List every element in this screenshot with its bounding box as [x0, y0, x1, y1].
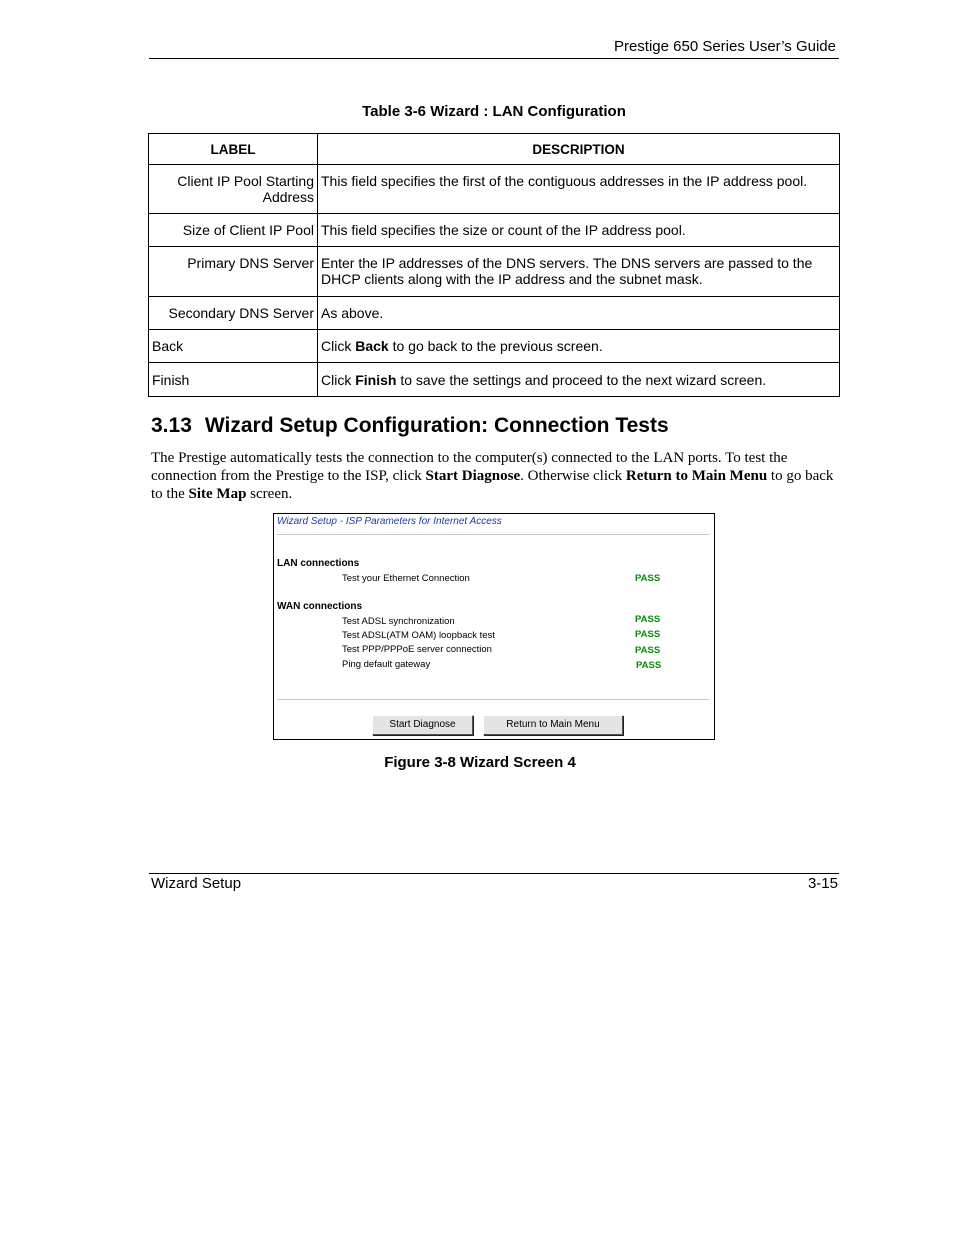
running-header: Prestige 650 Series User’s Guide — [613, 38, 836, 55]
row-label: Finish — [149, 363, 318, 397]
para-text: to go back to the — [151, 468, 834, 502]
test-result-pass: PASS — [635, 629, 661, 640]
column-header-label: LABEL — [149, 134, 318, 165]
test-name: Test your Ethernet Connection — [342, 573, 470, 584]
footer-chapter: Wizard Setup — [151, 875, 242, 892]
footer-page-number: 3-15 — [807, 875, 838, 892]
test-result-pass: PASS — [635, 614, 661, 625]
column-header-description: DESCRIPTION — [318, 134, 840, 165]
divider — [277, 699, 709, 700]
para-text: screen. — [246, 486, 293, 502]
table-caption: Table 3-6 Wizard : LAN Configuration — [362, 103, 626, 120]
para-bold: Site Map — [188, 486, 247, 502]
header-rule — [149, 58, 839, 59]
row-label: Back — [149, 330, 318, 363]
row-description: This field specifies the first of the contiguous addresses in the IP address pool. — [318, 165, 840, 214]
desc-text: to go back to the previous screen. — [388, 338, 603, 354]
table-row — [149, 247, 840, 297]
desc-text: Click — [321, 338, 356, 354]
footer-rule — [149, 873, 839, 874]
table-header-row — [149, 134, 840, 165]
wan-connections-heading: WAN connections — [277, 601, 363, 612]
table-row — [149, 214, 840, 247]
wizard-screen-title: Wizard Setup - ISP Parameters for Internet Access — [277, 516, 502, 527]
desc-bold: Finish — [355, 371, 397, 388]
test-result-pass: PASS — [636, 660, 662, 671]
row-label: Size of Client IP Pool — [149, 214, 318, 247]
desc-bold: Back — [355, 338, 389, 354]
table-row — [149, 363, 840, 397]
wizard-screen-figure — [273, 513, 715, 740]
test-result-pass: PASS — [635, 573, 661, 584]
body-paragraph — [151, 449, 839, 503]
para-text: . Otherwise click — [520, 468, 626, 484]
row-label: Client IP Pool Starting Address — [149, 165, 318, 214]
table-row — [149, 330, 840, 363]
row-description: As above. — [318, 297, 840, 330]
section-heading — [151, 414, 669, 438]
return-to-main-menu-button[interactable]: Return to Main Menu — [483, 715, 623, 735]
row-description — [318, 363, 840, 397]
test-name: Test ADSL synchronization — [342, 616, 455, 627]
para-text: The Prestige automatically tests the connection to the computer(s) connected to the LAN ports. To test the connection from the Prestige to the ISP, click — [151, 450, 788, 484]
start-diagnose-button[interactable]: Start Diagnose — [372, 715, 473, 735]
row-label: Primary DNS Server — [149, 247, 318, 297]
divider — [277, 534, 709, 535]
test-name: Ping default gateway — [342, 659, 431, 670]
para-bold: Start Diagnose — [425, 468, 521, 484]
row-description — [318, 330, 840, 363]
test-name: Test PPP/PPPoE server connection — [342, 644, 492, 655]
section-title: Wizard Setup Configuration: Connection Tests — [204, 414, 669, 437]
table-row — [149, 297, 840, 330]
row-description: This field specifies the size or count of the IP address pool. — [318, 214, 840, 247]
lan-connections-heading: LAN connections — [277, 558, 360, 569]
desc-text: Click — [321, 371, 356, 388]
test-name: Test ADSL(ATM OAM) loopback test — [342, 630, 495, 641]
desc-text: to save the settings and proceed to the next wizard screen. — [396, 371, 767, 388]
figure-caption: Figure 3-8 Wizard Screen 4 — [384, 754, 576, 771]
row-label: Secondary DNS Server — [149, 297, 318, 330]
row-description: Enter the IP addresses of the DNS servers. The DNS servers are passed to the DHCP clients along with the IP address and the subnet mask. — [318, 247, 840, 297]
test-result-pass: PASS — [635, 645, 661, 656]
lan-configuration-table — [148, 133, 840, 397]
para-bold: Return to Main Menu — [625, 468, 768, 484]
section-number: 3.13 — [151, 414, 192, 437]
table-row — [149, 165, 840, 214]
